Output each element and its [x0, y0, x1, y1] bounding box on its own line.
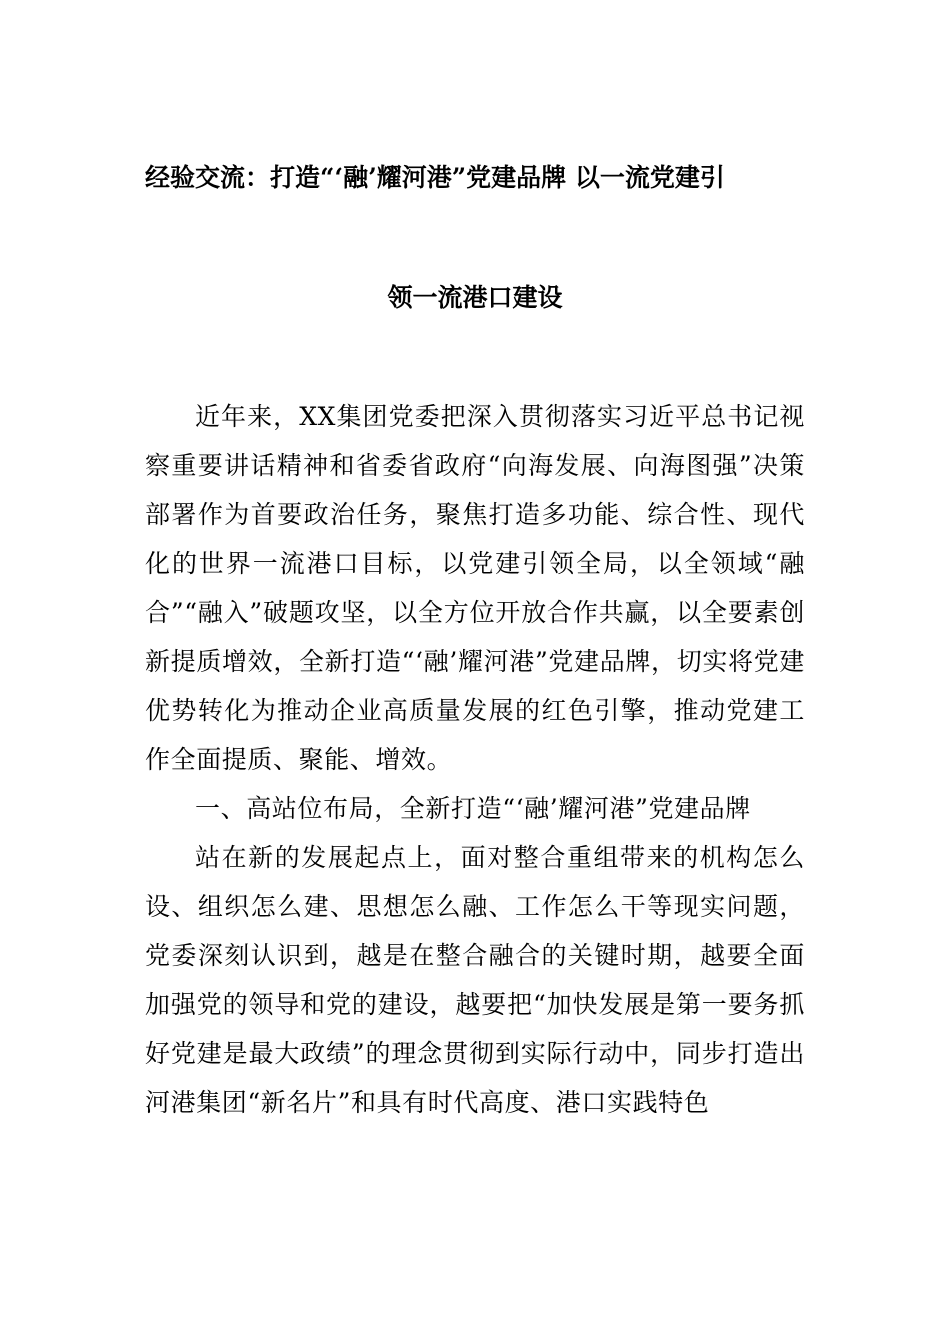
document-body: [145, 392, 805, 1127]
section-heading-1: 一、高站位布局，全新打造“‘融’耀河港”党建品牌: [195, 794, 751, 823]
document-title-line-2: 领一流港口建设: [387, 283, 563, 312]
document-title-line-1: 经验交流：打造“‘融’耀河港”党建品牌 以一流党建引: [145, 163, 725, 192]
paragraph-section-1: 站在新的发展起点上，面对整合重组带来的机构怎么设、组织怎么建、思想怎么融、工作怎么干等现实问题，党委深刻认识到，越是在整合融合的关键时期，越要全面加强党的领导和党的建设，越要把“加快发展是第一要务抓好党建是最大政绩”的理念贯彻到实际行动中，同步打造出河港集团“新名片”和具有时代高度、港口实践特色: [145, 843, 805, 1117]
paragraph-intro: 近年来，XX集团党委把深入贯彻落实习近平总书记视察重要讲话精神和省委省政府“向海发展、向海图强”决策部署作为首要政治任务，聚焦打造多功能、综合性、现代化的世界一流港口目标，以党建引领全局，以全领域“融合”“融入”破题攻坚，以全方位开放合作共赢，以全要素创新提质增效，全新打造“‘融’耀河港”党建品牌，切实将党建优势转化为推动企业高质量发展的红色引擎，推动党建工作全面提质、聚能、增效。: [145, 402, 805, 774]
